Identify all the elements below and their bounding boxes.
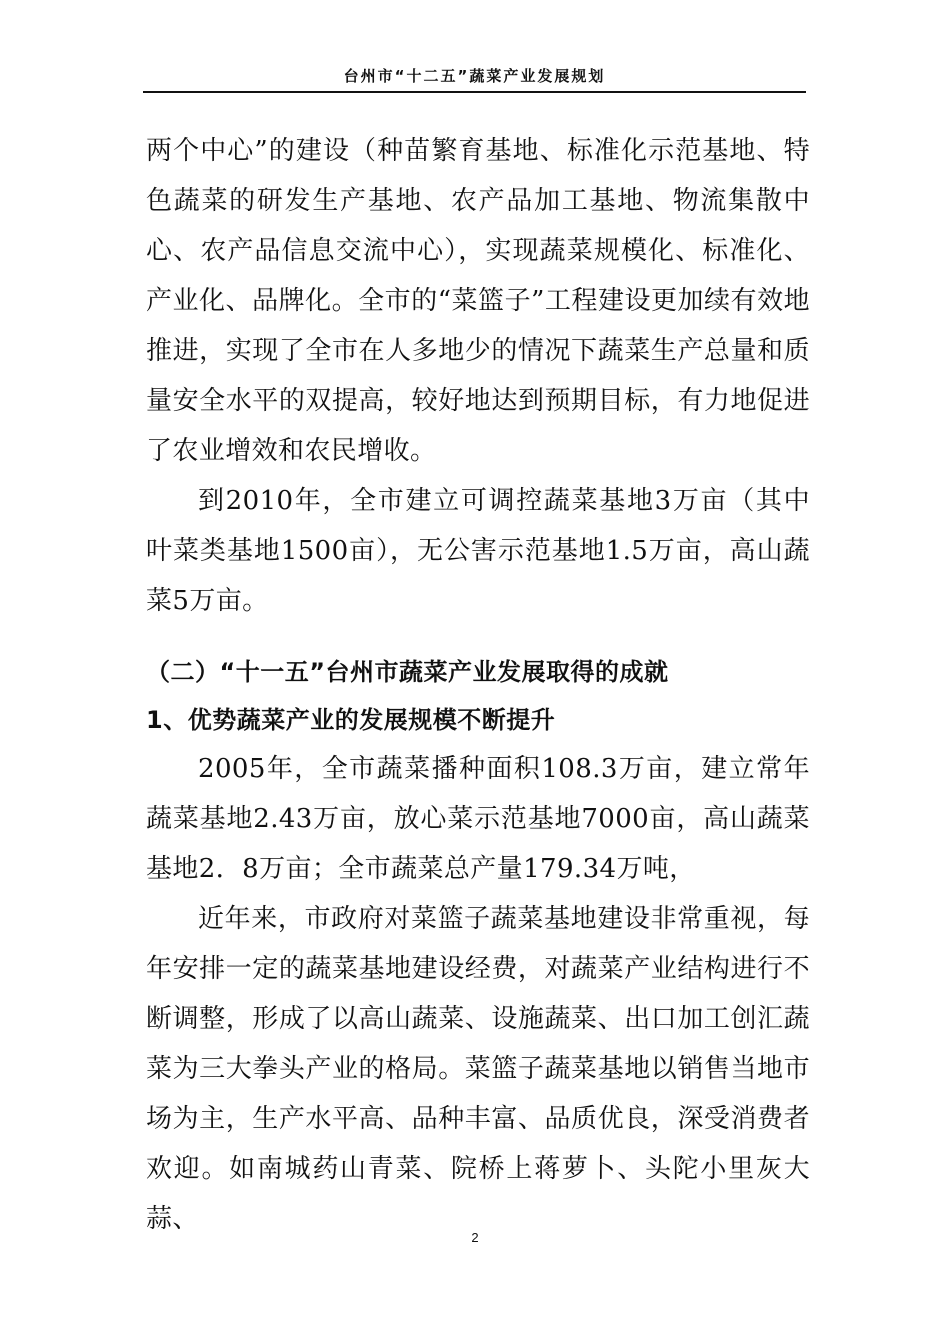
document-body [146, 126, 810, 1244]
paragraph-2005-statistics: 2005年，全市蔬菜播种面积108.3万亩，建立常年蔬菜基地2.43万亩，放心菜示范基地7000亩，高山蔬菜基地2．8万亩；全市蔬菜总产量179.34万吨， [146, 754, 810, 884]
section-heading: （二）“十一五”台州市蔬菜产业发展取得的成就 [146, 658, 669, 686]
paragraph-continuation: 两个中心”的建设（种苗繁育基地、标准化示范基地、特色蔬菜的研发生产基地、农产品加工基地、物流集散中心、农产品信息交流中心），实现蔬菜规模化、标准化、产业化、品牌化。全市的“菜篮子”工程建设更加续有效地推进，实现了全市在人多地少的情况下蔬菜生产总量和质量安全水平的双提高，较好地达到预期目标，有力地促进了农业增效和农民增收。 [146, 136, 810, 466]
subsection-heading: 1、优势蔬菜产业的发展规模不断提升 [146, 706, 556, 734]
page-number: 2 [471, 1230, 479, 1245]
page-header-title: 台州市“十二五”蔬菜产业发展规划 [343, 67, 606, 85]
header-divider [143, 91, 806, 93]
spacer [146, 626, 810, 648]
paragraph-2010-targets: 到2010年，全市建立可调控蔬菜基地3万亩（其中叶菜类基地1500亩），无公害示范基地1.5万亩，高山蔬菜5万亩。 [146, 486, 810, 616]
paragraph-recent-years: 近年来，市政府对菜篮子蔬菜基地建设非常重视，每年安排一定的蔬菜基地建设经费，对蔬菜产业结构进行不断调整，形成了以高山蔬菜、设施蔬菜、出口加工创汇蔬菜为三大拳头产业的格局。菜篮子蔬菜基地以销售当地市场为主，生产水平高、品种丰富、品质优良，深受消费者欢迎。如南城药山青菜、院桥上蒋萝卜、头陀小里灰大蒜、 [146, 904, 810, 1234]
